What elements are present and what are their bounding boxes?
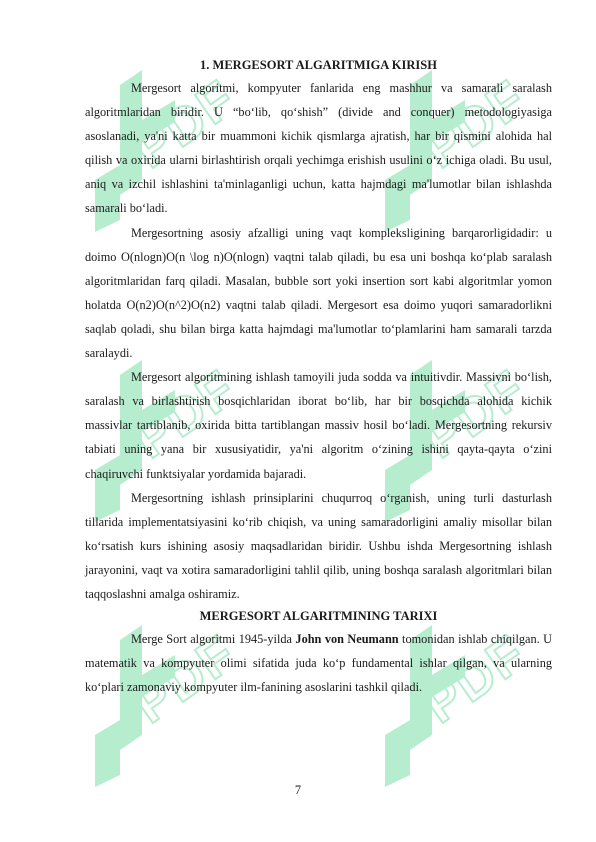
page-number: 7 [294,783,302,797]
paragraph: Mergesortning asosiy afzalligi uning vaqt kompleksligining barqarorligidadir: u doimo O(nlogn)O(n \log n)O(nlogn) vaqtni talab qiladi, bu esa uni boshqa ko‘plab saralash algoritmlaridan farq qiladi. Masalan, bubble sort yoki insertion sort kabi algoritmlar yomon holatda O(n2)O(n^2)O(n2) vaqtni talab qiladi. Mergesort esa doimo yuqori samaradorlikni saqlab qoladi, shu bilan birga katta hajmdagi ma'lumotlar to‘plamlarini ham samarali tarzda saralaydi. [85,225,552,361]
history-text-end: tomonidan ishlab chiqilgan. U matematik va kompyuter olimi sifatida juda ko‘p fundamental ishlar qilgan, va ularning ko‘plari zamonaviy kompyuter ilm-fanining asoslarini tashkil qiladi. [85,632,552,695]
page-content [85,55,552,699]
svg-text:PDF: PDF [123,69,230,180]
svg-text:PDF: PDF [123,359,230,470]
svg-text:PDF: PDF [413,624,520,735]
paragraph: Mergesortning ishlash prinsiplarini chuqurroq o‘rganish, uning turli dasturlash tillarida implementatsiyasini ko‘rib chiqish, va uning samaradorligini amaliy misollar bilan ko‘rsatish kurs ishining asosiy maqsadlaridan biridir. Ushbu ishda Mergesortning ishlash jarayonini, vaqt va xotira samaradorligini tahlil qilib, uning boshqa saralash algoritmlari bilan taqqoslashni amalga oshiramiz. [85,490,552,601]
svg-text:PDF: PDF [123,624,230,735]
paragraph: Mergesort algoritmi, kompyuter fanlarida eng mashhur va samarali saralash algoritmlaridan biridir. U “bo‘lib, qo‘shish” (divide and conquer) metodologiyasiga asoslanadi, ya'ni katta bir muammoni kichik qismlarga ajratish, har bir qismini alohida hal qilish va oxirida ularni birlashtirish orqali yechimga erishish usulini o‘z ichiga oladi. Bu usul, aniq va izchil ishlashini ta'minlaganligi uchun, katta hajmdagi ma'lumotlar bilan ishlashda samarali bo‘ladi. [85,81,552,216]
paragraph: Mergesort algoritmining ishlash tamoyili juda sodda va intuitivdir. Massivni bo‘lish, saralash va birlashtirish bosqichlaridan iborat bo‘lib, har bir bosqichda alohida kichik massivlar tartiblanib, oxirida bitta tartiblangan massiv hosil bo‘ladi. Mergesortning rekursiv tabiati uning yana bir xususiyatidir, ya'ni algoritm o‘zining ishini qayta-qayta o‘zini chaqiruvchi funktsiyalar yordamida bajaradi. [85,370,552,481]
section-title: 1. MERGESORT ALGARITMIGA KIRISH [200,58,437,72]
history-text-start: Merge Sort algoritmi 1945-yilda [131,632,296,647]
author-name: John von Neumann [295,632,399,647]
history-title: MERGESORT ALGARITMINING TARIXI [199,609,438,624]
history-paragraph [85,627,552,699]
svg-text:PDF: PDF [413,69,520,180]
svg-text:PDF: PDF [413,359,520,470]
